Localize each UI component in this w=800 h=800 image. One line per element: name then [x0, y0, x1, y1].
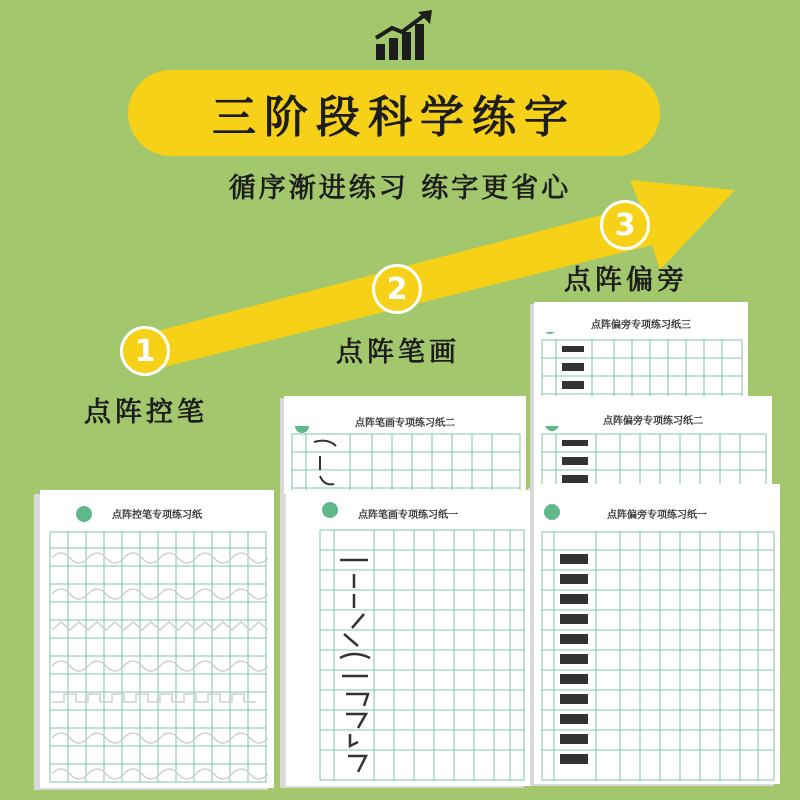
stage-1-number: 1 [134, 333, 156, 369]
sheet-grid [290, 500, 528, 784]
stage-2-marker [372, 264, 422, 314]
headline: 三阶段科学练字 [212, 92, 576, 143]
stroke-sheet-2-title: 点阵笔画专项练习纸二 [355, 418, 455, 429]
radical-sheet-3-title: 点阵偏旁专项练习纸三 [591, 320, 691, 331]
stage-3-label: 点阵偏旁 [564, 265, 688, 296]
stage-2-label: 点阵笔画 [336, 337, 460, 368]
stage-1-marker [120, 326, 170, 376]
sheet-grid [44, 500, 272, 786]
sheet-grid [540, 332, 744, 404]
control-sheet [34, 490, 274, 792]
stage-3-number: 3 [614, 207, 636, 243]
stage-3-marker [600, 200, 650, 250]
stage-2-number: 2 [386, 271, 408, 307]
stage-1-label: 点阵控笔 [84, 397, 208, 428]
radical-sheet-1 [528, 484, 780, 788]
sheet-grid [290, 426, 522, 498]
subtitle: 循序渐进练习 练字更省心 [228, 173, 572, 204]
radical-sheet-1-title: 点阵偏旁专项练习纸一 [607, 510, 707, 521]
radical-sheet-2-title: 点阵偏旁专项练习纸二 [603, 416, 703, 427]
stroke-sheet-1 [280, 490, 530, 790]
control-sheet-title: 点阵控笔专项练习纸 [112, 510, 202, 521]
sheet-grid [538, 498, 778, 784]
stroke-sheet-1-title: 点阵笔画专项练习纸一 [358, 510, 458, 521]
